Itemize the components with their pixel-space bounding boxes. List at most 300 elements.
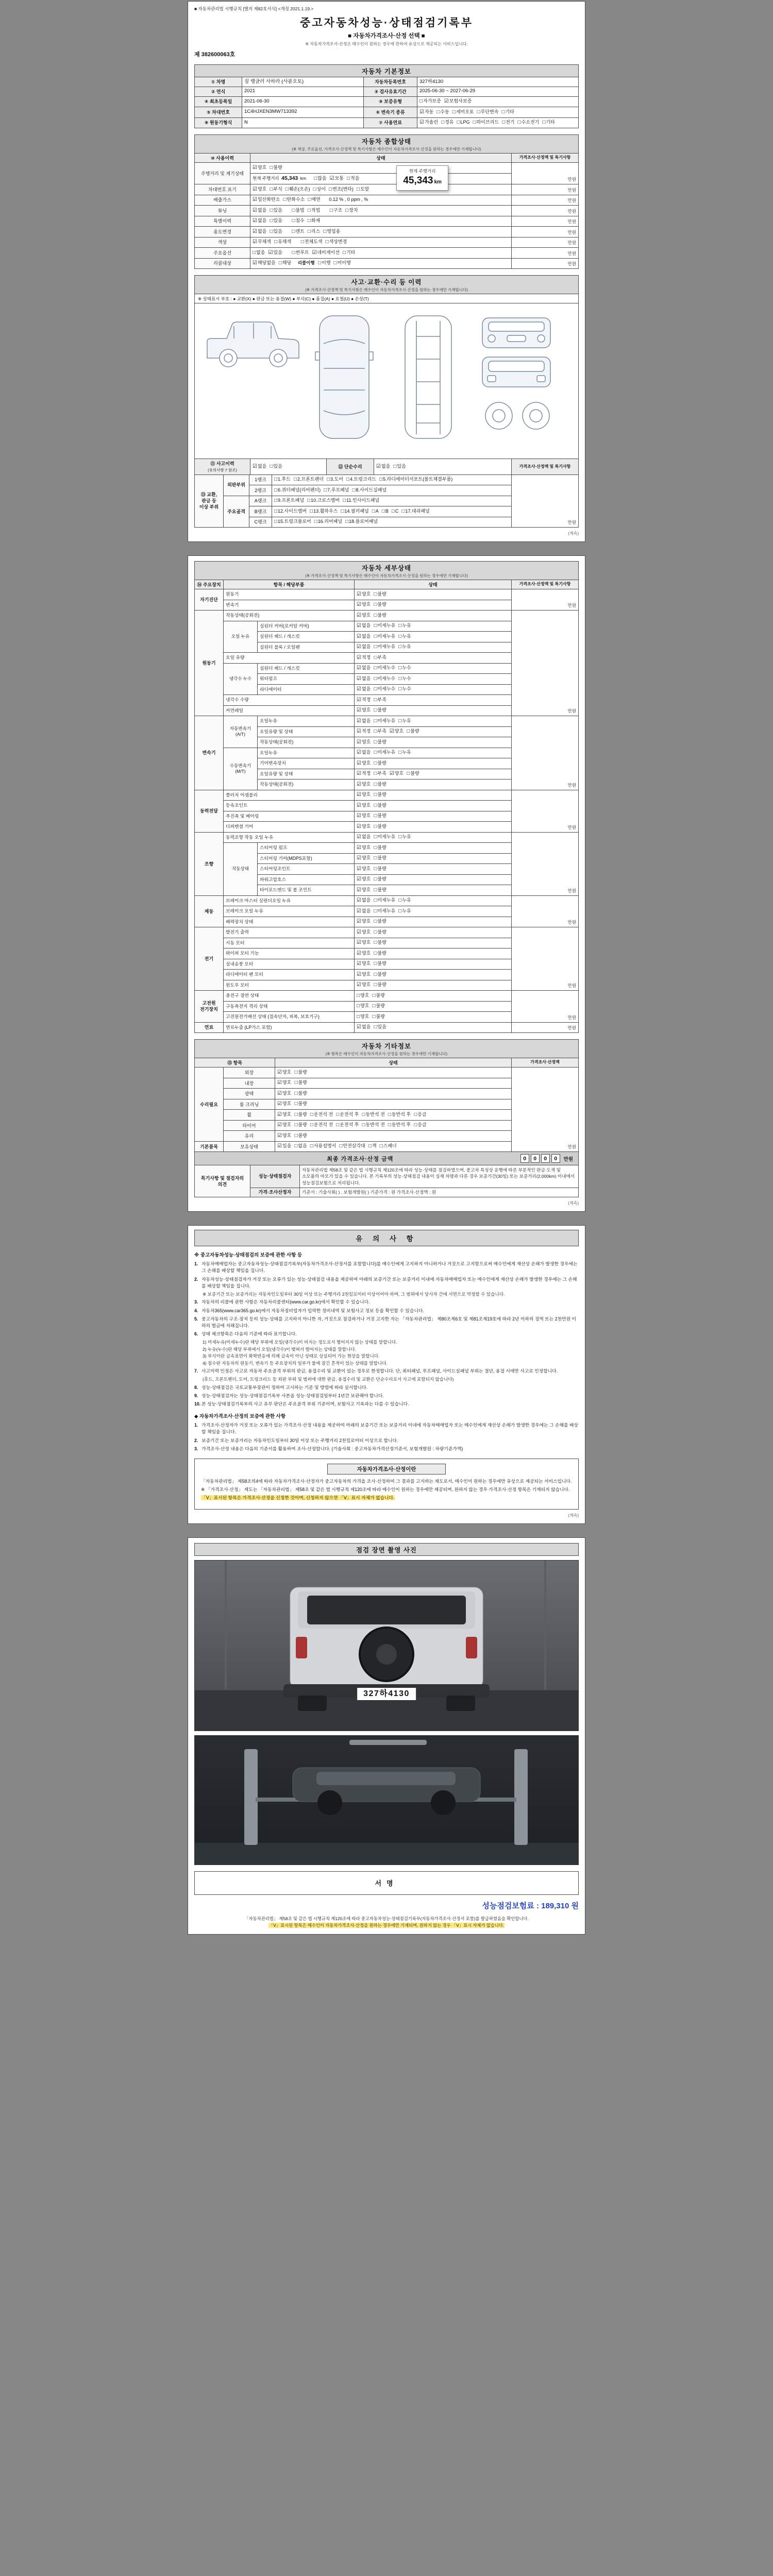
basic-info-header: [194, 64, 579, 77]
empty-box-icon: □: [294, 1090, 298, 1096]
basic-info-title: 자동차 기본정보: [362, 68, 411, 75]
rank-items-checks: [272, 517, 512, 528]
car-diagram-icon: [200, 308, 573, 452]
empty-box-icon: □: [372, 1003, 376, 1009]
item-name: 실린더 블록 / 오일팬: [258, 642, 355, 653]
empty-box-icon: □: [323, 228, 327, 234]
item-state: [355, 853, 512, 864]
item-name: 오일유량 및 상태: [258, 769, 355, 779]
check-option: ☑양호: [357, 591, 371, 597]
car-frame-view-icon: [405, 316, 451, 438]
item-state: [355, 737, 512, 748]
room-cleaning-checks: [275, 1099, 512, 1110]
interior-checks: [275, 1078, 512, 1089]
empty-box-icon: □: [310, 1122, 313, 1128]
check-option: ☑적정: [357, 771, 371, 777]
check-option: □불량: [374, 781, 386, 787]
item-state: [355, 705, 512, 716]
empty-box-icon: □: [352, 487, 356, 493]
item-state: [355, 980, 512, 991]
checked-box-icon: ☑: [253, 239, 257, 245]
check-option: □양호: [357, 992, 369, 998]
title-note: ※ 자동차가격조사·산정은 매수인이 원하는 경우에 한하여 유상으로 제공되는 서비스입니다.: [305, 42, 468, 46]
check-option: □있음: [270, 228, 282, 234]
table-row: [195, 1188, 579, 1197]
check-option: □부족: [374, 771, 386, 777]
check-option: ☑양호: [357, 781, 371, 787]
checked-box-icon: ☑: [376, 463, 381, 469]
notice-item: 3. 자동차의 리콜에 관한 사항은 자동차리콜센터(www.car.go.kr)에서 확인할 수 있습니다.: [194, 1299, 370, 1305]
rank-label: 2랭크: [249, 485, 272, 496]
table-row: [195, 96, 579, 107]
empty-box-icon: □: [398, 665, 402, 671]
checked-box-icon: ☑: [357, 623, 361, 629]
empty-box-icon: □: [292, 207, 295, 213]
check-option: □있음: [270, 463, 282, 469]
row-label: 배출가스: [195, 195, 250, 206]
column-price: 가격조사·산정액 및 특기사항: [512, 580, 579, 589]
check-option: □불량: [294, 1101, 307, 1107]
exchange-panel-label: ⑬ 교환, 판금 등 이상 부위: [195, 474, 224, 528]
polish-checks: [275, 1089, 512, 1099]
opinion-title-cell: 특기사항 및 점검자의 의견: [195, 1165, 250, 1197]
item-sub-group: 수동변속기 (M/T): [224, 748, 258, 790]
checked-box-icon: ☑: [277, 1090, 282, 1096]
opinion-table: [194, 1165, 579, 1197]
inspector-opinion-text: 자동차관리법 제58조 및 같은 법 시행규칙 제120조에 따라 성능·상태를 점검하였으며, 중고차 특성상 운행에 따른 부분적인 판금·도색 및 소모품의 마모가 있을 수 있습니다. 본 기록부의 성능·상태점검 내용이 실제 차량과 다른 경우 보증기간(30일) 또는 보증거리(2,000km) 이내에서 성능점검보험으로 처리됩니다.: [300, 1165, 579, 1188]
check-option: □17.대쉬패널: [401, 508, 430, 514]
device-name: 원동기: [195, 611, 224, 716]
empty-box-icon: □: [374, 623, 377, 629]
empty-box-icon: □: [501, 109, 505, 115]
engine-type-value: N: [242, 117, 364, 128]
row-label: 유리: [224, 1131, 275, 1142]
notice-subitem: (후드, 프론트펜더, 도어, 트렁크리드 등 외판 부위 및 범퍼에 대한 판금, 용접수리 및 교환은 단순수리로서 사고에 포함되지 않습니다): [203, 1377, 454, 1382]
empty-box-icon: □: [391, 508, 395, 514]
checked-box-icon: ☑: [419, 120, 424, 126]
check-option: ☑양호: [357, 802, 371, 808]
notice-subitem: 4) 침수란 자동차의 원동기, 변속기 등 주요장치의 일부가 물에 잠긴 흔적이 있는 상태를 말합니다.: [203, 1360, 388, 1366]
check-option: □미세누수: [374, 686, 396, 692]
item-name: 스티어링조인트: [258, 864, 355, 875]
empty-box-icon: □: [357, 1003, 360, 1009]
empty-box-icon: □: [336, 1111, 340, 1117]
check-option: ☑없음: [357, 750, 371, 756]
checked-box-icon: ☑: [357, 771, 361, 777]
check-option: ☑없음: [253, 207, 267, 213]
empty-box-icon: □: [329, 207, 333, 213]
empty-box-icon: □: [414, 1111, 417, 1117]
callout-label: 현재 주행거리: [409, 168, 436, 174]
special-history-checks: [253, 218, 285, 223]
row-label: 특별이력: [195, 216, 250, 227]
notice-item: 4. 자동차365(www.car365.go.kr)에서 자동차정비업자가 입력한 정비내역 및 보험사고 정보 등을 확인할 수 있습니다.: [194, 1308, 424, 1313]
check-option: ☑양호: [277, 1111, 292, 1117]
notice-item: 2. 자동차성능·상태점검자가 거짓 또는 오류가 있는 성능·상태점검 내용을 제공하여 아래의 보증기간 또는 보증거리 이내에 자동차매매업자 또는 매수인에게 재산상 손해가 발생한 경우에는 그 손해를 배상할 책임을 집니다.: [194, 1276, 577, 1289]
checked-box-icon: ☑: [357, 866, 361, 872]
check-option: □불량: [374, 591, 386, 597]
field-label: ③ 검사유효기간: [364, 87, 417, 96]
checked-box-icon: ☑: [253, 260, 257, 266]
device-name: 전기: [195, 927, 224, 991]
check-option: □누유: [398, 633, 411, 639]
tuning-cell: [250, 206, 512, 216]
vin-value: 1C4HJXEN3MW713392: [242, 107, 364, 118]
check-option: □불법: [292, 207, 305, 213]
check-option: □도말: [356, 186, 369, 192]
item-name: 스티어링 펌프: [258, 843, 355, 854]
device-name: 제동: [195, 895, 224, 927]
empty-box-icon: □: [388, 1122, 391, 1128]
empty-box-icon: □: [398, 644, 402, 650]
check-option: □렌트: [292, 228, 305, 234]
outer-panel-label: 외판부위: [224, 474, 249, 496]
table-row: [195, 163, 579, 174]
check-option: □기타: [342, 249, 356, 256]
checked-box-icon: ☑: [357, 612, 361, 618]
checked-box-icon: ☑: [357, 876, 361, 883]
check-option: ☑없음: [357, 908, 371, 914]
check-option: □있음: [270, 207, 282, 213]
item-name: 충전구 절연 상태: [224, 991, 355, 1002]
check-option: ☑양호: [357, 760, 371, 766]
table-row: [195, 195, 579, 206]
check-option: ☑적정: [357, 654, 371, 660]
detail-status-note: (※ 가격조사·산정액 및 특기사항은 매수인이 자동차가격조사·산정을 원하는 경우에만 기재합니다): [305, 573, 468, 579]
empty-box-icon: □: [374, 760, 377, 766]
price-notice-title: ◆ 자동차가격조사·산정의 보증에 관한 사항: [194, 1414, 286, 1420]
check-option: □운전석 후: [336, 1111, 359, 1117]
checked-box-icon: ☑: [357, 760, 361, 766]
checked-box-icon: ☑: [253, 207, 257, 213]
mileage-prefix: 현재 주행거리: [253, 176, 279, 181]
check-option: □해당: [278, 260, 292, 266]
empty-box-icon: □: [318, 260, 322, 266]
tuning-checks: [253, 208, 285, 213]
item-name: 작동상태(공회전): [224, 611, 355, 621]
options-checks: [253, 250, 285, 255]
row-label: 외장: [224, 1067, 275, 1078]
item-state: [355, 906, 512, 917]
price-definition-p1: 「자동차관리법」 제58조의4에 따라 자동차가격조사·산정자가 중고자동차의 가격을 조사·산정하여 그 결과를 고지하는 제도로서, 매수인이 원하는 경우에만 유상으로 제공되는 서비스입니다.: [201, 1479, 572, 1484]
highlighted-note: 「Ⅴ」표시된 항목은 가격조사·산정을 신청한 것이며, 신청하지 않으면 「Ⅴ」표시 자체가 없습니다.: [201, 1495, 395, 1501]
check-option: □세미오토: [452, 109, 474, 115]
empty-box-icon: □: [285, 186, 289, 192]
check-option: □불량: [374, 855, 386, 861]
checked-box-icon: ☑: [357, 950, 361, 956]
table-row: [195, 258, 579, 269]
empty-box-icon: □: [374, 686, 377, 692]
check-option: □불량: [374, 823, 386, 829]
check-option: ☑네비게이션: [312, 249, 340, 256]
usage-change-kind-checks: [292, 229, 343, 234]
price-definition-p2: ※ 「가격조사·산정」 제도는 「자동차관리법」 제58조 및 같은 법 시행규칙 제120조에 따라 매수인이 원하는 경우에만 제공되며, 원하지 않는 경우 가격조사·산정 항목은 기재되지 않습니다.: [201, 1487, 570, 1493]
check-option: □동반석 전: [362, 1111, 385, 1117]
check-option: □불량: [374, 844, 386, 851]
check-option: ☑양호: [357, 971, 371, 977]
item-name: 추진축 및 베어링: [224, 811, 355, 822]
basic-info-table: [194, 77, 579, 128]
detail-status-table: [194, 580, 579, 1033]
row-label: 광택: [224, 1089, 275, 1099]
check-option: □자가보증: [419, 98, 441, 105]
check-option: □경유: [441, 120, 454, 126]
check-option: □하이브리드: [473, 120, 499, 126]
check-option: □누유: [398, 897, 411, 904]
checked-box-icon: ☑: [277, 1080, 282, 1086]
empty-box-icon: □: [374, 897, 377, 904]
check-option: □불량: [294, 1111, 307, 1117]
empty-box-icon: □: [374, 982, 377, 988]
check-option: □없음: [253, 249, 265, 256]
device-name: 자기진단: [195, 589, 224, 611]
item-state: [355, 600, 512, 611]
document-number: 제 382600063호: [194, 52, 236, 58]
empty-box-icon: □: [374, 823, 377, 829]
empty-box-icon: □: [374, 697, 377, 703]
empty-box-icon: □: [341, 508, 344, 514]
check-option: □누유: [398, 908, 411, 914]
empty-box-icon: □: [372, 992, 376, 998]
item-state: [355, 748, 512, 758]
item-sub-group: 냉각수 누수: [224, 663, 258, 695]
row-label: 보유상태: [224, 1141, 275, 1152]
checked-box-icon: ☑: [253, 164, 257, 171]
mileage-cell: [250, 168, 512, 187]
field-label: 자동차등록번호: [364, 77, 417, 87]
item-state: [355, 611, 512, 621]
check-option: □불량: [374, 760, 386, 766]
empty-box-icon: □: [294, 1111, 298, 1117]
item-state: [355, 948, 512, 959]
check-option: □없음: [294, 1143, 307, 1149]
checked-box-icon: ☑: [357, 633, 361, 639]
page-4: [188, 1537, 585, 1935]
item-name: 실린더 헤드 / 개스킷: [258, 632, 355, 642]
empty-box-icon: □: [310, 1143, 313, 1149]
document-subtitle: ■ 자동차가격조사·산정 선택 ■: [348, 33, 425, 39]
checked-box-icon: ☑: [277, 1111, 282, 1117]
price-cell: 만원: [512, 927, 579, 991]
price-cell: 만원: [512, 248, 579, 259]
item-state: [355, 864, 512, 875]
exterior-checks: [275, 1067, 512, 1078]
empty-box-icon: □: [452, 109, 456, 115]
check-option: □변조(변타): [329, 186, 354, 192]
item-name: 등속조인트: [224, 801, 355, 811]
notice-title-bar: 유 의 사 항: [194, 1230, 579, 1246]
check-option: □미세누수: [374, 665, 396, 671]
price-cell: 만원: [512, 237, 579, 248]
check-option: □불량: [407, 771, 419, 777]
check-option: □수동: [436, 109, 449, 115]
item-state: [355, 663, 512, 674]
empty-box-icon: □: [374, 612, 377, 618]
checked-box-icon: ☑: [357, 728, 361, 735]
check-option: □양호: [357, 1003, 369, 1009]
state-symbol-legend: ※ 상태표시 부호 : ● 교환(X) ● 판금 또는 용접(W) ● 부식(C) ● 흠집(A) ● 요철(U) ● 손상(T): [194, 294, 579, 303]
check-option: □있음: [270, 218, 282, 224]
check-option: ☑양호: [357, 792, 371, 798]
check-option: □14.필러패널: [341, 508, 369, 514]
check-option: ☑양호: [357, 612, 371, 618]
recall-done-checks: [318, 260, 354, 265]
check-option: □적법: [307, 207, 321, 213]
check-option: □불량: [374, 813, 386, 819]
mileage-value: 45,343: [281, 175, 298, 182]
final-amount-digit: 0: [551, 1154, 560, 1163]
empty-box-icon: □: [339, 1143, 343, 1149]
item-name: 연료누출 (LP가스 포함): [224, 1022, 355, 1033]
item-state: [355, 874, 512, 885]
column-state: 상태: [250, 154, 512, 163]
etc-info-header: [194, 1039, 579, 1058]
rank-label: 1랭크: [249, 474, 272, 485]
price-cell: 만원: [512, 589, 579, 611]
special-history-kind-checks: [292, 218, 323, 223]
check-option: ☑양호: [253, 186, 267, 192]
check-option: □훼손(오손): [285, 186, 310, 192]
empty-box-icon: □: [294, 1132, 298, 1139]
empty-box-icon: □: [307, 218, 311, 224]
item-state: [355, 726, 512, 737]
rank-items-checks: [272, 474, 512, 485]
table-row: [195, 117, 579, 128]
empty-box-icon: □: [374, 844, 377, 851]
checked-box-icon: ☑: [357, 897, 361, 904]
check-option: □미세누유: [374, 644, 396, 650]
photos-title: 점검 장면 촬영 사진: [356, 1546, 417, 1554]
check-option: □불량: [374, 866, 386, 872]
empty-box-icon: □: [307, 498, 311, 504]
item-name: 원동기: [224, 589, 355, 600]
check-option: ☑양호: [357, 813, 371, 819]
check-option: ☑양호: [357, 602, 371, 608]
checked-box-icon: ☑: [253, 463, 257, 469]
rank-label: B랭크: [249, 506, 272, 517]
item-name: 오일유량 및 상태: [258, 726, 355, 737]
check-option: □미세누유: [374, 750, 396, 756]
empty-box-icon: □: [374, 707, 377, 714]
check-option: □전체도색: [300, 239, 323, 245]
row-label: 주행거리 및 계기상태: [195, 163, 250, 184]
column-state: 상태: [275, 1058, 512, 1067]
check-option: □수소전기: [517, 120, 540, 126]
emission-checks: [253, 197, 324, 202]
notice-item: 1. 가격조사·산정자가 거짓 또는 오류가 있는 가격조사·산정 내용을 제공하여 아래의 보증기간 또는 보증거리 이내에 자동차매매업자 또는 매수인에게 재산상 손해가 발생한 경우에는 그 손해를 배상할 책임을 집니다.: [194, 1422, 578, 1435]
detail-row: [195, 589, 579, 600]
accident-history-note: (※ 가격조사·산정액 및 특기사항은 매수인이 자동차가격조사·산정을 원하는 경우에만 기재합니다): [305, 287, 468, 293]
checked-box-icon: ☑: [277, 1069, 282, 1075]
etc-info-table: [194, 1058, 579, 1152]
final-amount-label: 최종 가격조사·산정 금액: [327, 1156, 394, 1162]
empty-box-icon: □: [274, 519, 278, 525]
final-amount-bar: [194, 1151, 579, 1165]
item-state: [355, 811, 512, 822]
empty-box-icon: □: [308, 197, 311, 203]
row-label: 차대번호 표기: [195, 184, 250, 195]
notice-subtitle: ※ 중고자동차성능·상태점검의 보증에 관한 사항 등: [194, 1252, 303, 1259]
checked-box-icon: ☑: [357, 929, 361, 935]
appraiser-label: 가격·조사산정자: [250, 1188, 300, 1197]
check-option: ☑없음: [357, 665, 371, 671]
wheel-checks: [275, 1110, 512, 1121]
check-option: □무단변속: [477, 109, 499, 115]
check-option: ☑없음: [357, 675, 371, 682]
column-price: 가격조사·산정액 및 특기사항: [512, 154, 579, 163]
empty-box-icon: □: [270, 164, 273, 171]
insurance-fee-value: 189,310 원: [541, 1901, 579, 1910]
empty-box-icon: □: [292, 228, 295, 234]
field-label: ⑥ 변속기 종류: [364, 107, 417, 118]
empty-box-icon: □: [329, 186, 332, 192]
overall-status-header: [194, 134, 579, 154]
signature-label: 서명: [375, 1879, 398, 1888]
row-label: 용도변경: [195, 227, 250, 238]
warranty-type-checks: [417, 96, 579, 107]
check-option: □불량: [374, 612, 386, 618]
notice-item: 2. 보증기간 또는 보증거리는 자동차인도일부터 30일 이상 또는 주행거리 2천킬로미터 이상으로 합니다.: [194, 1437, 398, 1443]
item-name: 오일누유: [258, 716, 355, 727]
accident-summary-table: [194, 459, 579, 474]
price-cell: 만원: [512, 163, 579, 184]
check-option: □응급: [414, 1111, 427, 1117]
model-year-value: 2021: [242, 87, 364, 96]
check-option: □불량: [374, 602, 386, 608]
check-option: □기타: [501, 109, 514, 115]
notice-list: [194, 1261, 579, 1408]
empty-box-icon: □: [310, 1111, 313, 1117]
footer-line-2: 「Ⅴ」표시된 항목은 매수인이 자동차가격조사·산정을 원하는 경우에만 기재되며, 원하지 않는 경우 「Ⅴ」표시 자체가 없습니다.: [268, 1922, 505, 1928]
empty-box-icon: □: [292, 218, 295, 224]
empty-box-icon: □: [374, 718, 377, 724]
price-cell: 만원: [512, 258, 579, 269]
detail-row: [195, 927, 579, 938]
price-cell: 만원: [512, 216, 579, 227]
item-state: [355, 885, 512, 896]
check-option: ☑보통: [329, 176, 344, 182]
check-option: □누유: [398, 834, 411, 840]
price-cell: 만원: [512, 184, 579, 195]
column-item: 항목 / 해당부품: [224, 580, 355, 589]
check-option: □유채색: [274, 239, 292, 245]
check-option: □있음: [393, 463, 406, 469]
detail-status-title: 자동차 세부상태: [362, 565, 411, 572]
recall-checks: [253, 260, 294, 265]
check-option: □있음: [374, 1024, 386, 1030]
accident-history-checks: [250, 459, 327, 474]
checked-box-icon: ☑: [357, 781, 361, 787]
item-name: 냉각수 수량: [224, 695, 355, 706]
table-row: [195, 206, 579, 216]
empty-box-icon: □: [374, 950, 377, 956]
notice-item: 5. 중고자동차의 구조·장치 등의 성능·상태를 고지하지 아니한 자, 거짓으로 점검하거나 거짓 고지한 자는 「자동차관리법」 제80조제6호 및 제81조제19호에 따라 2년 이하의 징역 또는 2천만원 이하의 벌금에 처해집니다.: [194, 1316, 577, 1328]
empty-box-icon: □: [346, 477, 349, 483]
car-rear-view-icon: [482, 357, 550, 387]
empty-box-icon: □: [270, 463, 273, 469]
empty-box-icon: □: [313, 186, 316, 192]
field-label: ① 차명: [195, 77, 242, 87]
empty-box-icon: □: [374, 971, 377, 977]
inspection-period-value: 2025-06-30 ~ 2027-06-29: [417, 87, 579, 96]
empty-box-icon: □: [401, 508, 405, 514]
item-name: 동력조향 작동 오일 누유: [224, 832, 355, 843]
item-state: [355, 843, 512, 854]
item-name: 변속기: [224, 600, 355, 611]
empty-box-icon: □: [407, 728, 410, 735]
table-row: [195, 459, 579, 474]
checked-box-icon: ☑: [357, 675, 361, 682]
